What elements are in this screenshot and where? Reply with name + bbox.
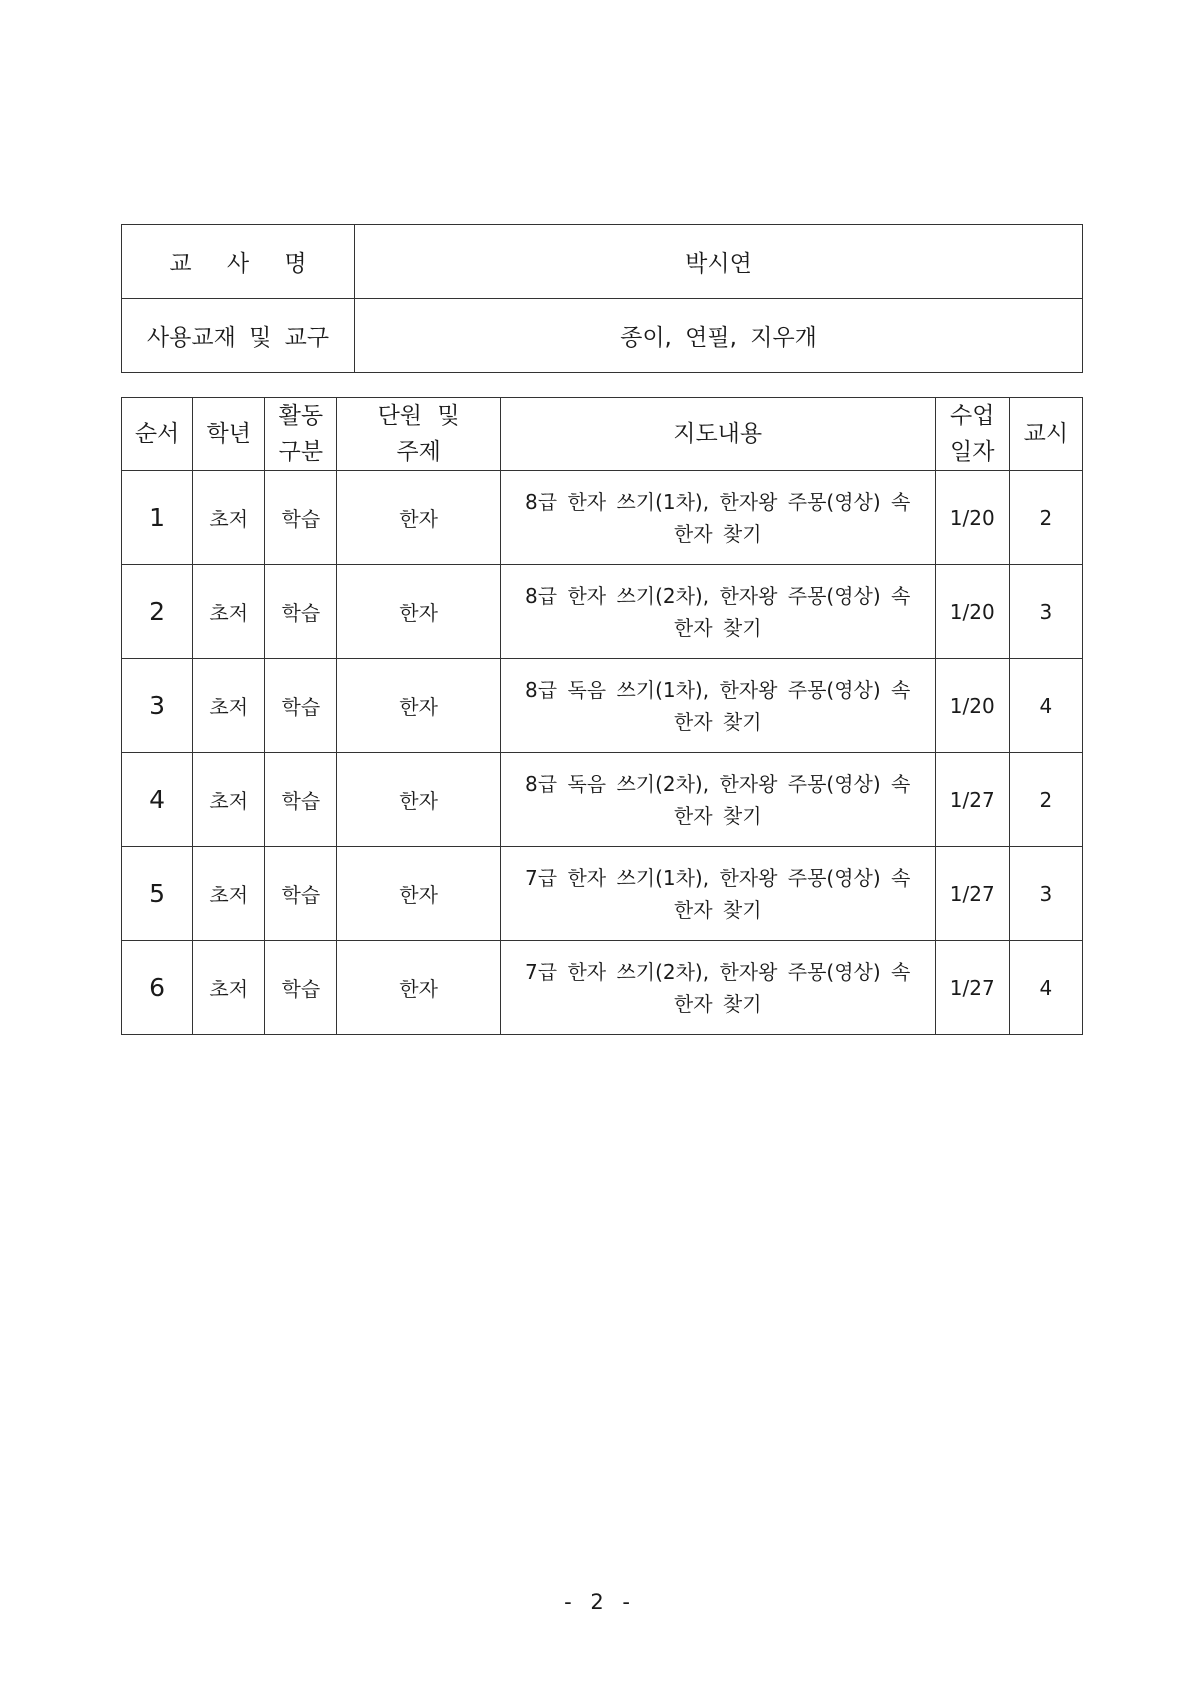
teacher-row xyxy=(122,225,1083,299)
row-content-line2: 한자 찾기 xyxy=(673,803,762,828)
row-content xyxy=(500,753,935,847)
table-row xyxy=(122,565,1083,659)
row-content-line1: 7급 한자 쓰기(2차), 한자왕 주몽(영상) 속 xyxy=(525,959,911,984)
teacher-label-text: 교 사 명 xyxy=(169,251,321,277)
header-content: 지도내용 xyxy=(500,398,935,471)
row-seq: 2 xyxy=(122,565,193,659)
row-grade: 초저 xyxy=(193,847,265,941)
header-activity-line1: 활동 xyxy=(278,403,324,429)
row-period: 2 xyxy=(1009,471,1082,565)
row-activity: 학습 xyxy=(265,941,337,1035)
row-activity: 학습 xyxy=(265,659,337,753)
header-period: 교시 xyxy=(1009,398,1082,471)
header-unit-line2: 주제 xyxy=(396,439,441,465)
header-date xyxy=(935,398,1009,471)
table-row xyxy=(122,659,1083,753)
table-row xyxy=(122,471,1083,565)
row-unit: 한자 xyxy=(337,565,500,659)
row-date: 1/20 xyxy=(935,659,1009,753)
table-row xyxy=(122,941,1083,1035)
header-unit xyxy=(337,398,500,471)
materials-value: 종이, 연필, 지우개 xyxy=(355,299,1083,373)
row-seq: 5 xyxy=(122,847,193,941)
header-date-line1: 수업 xyxy=(949,403,995,429)
teacher-value: 박시연 xyxy=(355,225,1083,299)
header-unit-line1: 단원 및 xyxy=(377,403,460,429)
materials-label: 사용교재 및 교구 xyxy=(122,299,355,373)
row-grade: 초저 xyxy=(193,753,265,847)
row-seq: 3 xyxy=(122,659,193,753)
row-content-line2: 한자 찾기 xyxy=(673,709,762,734)
row-date: 1/20 xyxy=(935,471,1009,565)
row-activity: 학습 xyxy=(265,847,337,941)
row-unit: 한자 xyxy=(337,847,500,941)
table-row xyxy=(122,753,1083,847)
row-date: 1/20 xyxy=(935,565,1009,659)
row-grade: 초저 xyxy=(193,659,265,753)
row-date: 1/27 xyxy=(935,753,1009,847)
row-period: 3 xyxy=(1009,847,1082,941)
row-seq: 4 xyxy=(122,753,193,847)
header-activity-line2: 구분 xyxy=(278,439,324,465)
row-period: 2 xyxy=(1009,753,1082,847)
row-date: 1/27 xyxy=(935,847,1009,941)
header-seq: 순서 xyxy=(122,398,193,471)
row-activity: 학습 xyxy=(265,471,337,565)
teacher-label xyxy=(122,225,355,299)
row-period: 3 xyxy=(1009,565,1082,659)
row-content xyxy=(500,659,935,753)
row-seq: 1 xyxy=(122,471,193,565)
row-period: 4 xyxy=(1009,659,1082,753)
row-grade: 초저 xyxy=(193,941,265,1035)
row-content-line1: 8급 독음 쓰기(2차), 한자왕 주몽(영상) 속 xyxy=(525,771,911,796)
table-row xyxy=(122,847,1083,941)
row-content-line2: 한자 찾기 xyxy=(673,521,762,546)
row-grade: 초저 xyxy=(193,565,265,659)
row-content-line1: 8급 독음 쓰기(1차), 한자왕 주몽(영상) 속 xyxy=(525,677,911,702)
teacher-info-table xyxy=(121,224,1083,373)
row-content-line1: 8급 한자 쓰기(1차), 한자왕 주몽(영상) 속 xyxy=(525,489,911,514)
row-content-line1: 7급 한자 쓰기(1차), 한자왕 주몽(영상) 속 xyxy=(525,865,911,890)
row-unit: 한자 xyxy=(337,941,500,1035)
header-activity xyxy=(265,398,337,471)
materials-row xyxy=(122,299,1083,373)
row-content xyxy=(500,565,935,659)
row-content xyxy=(500,471,935,565)
header-date-line2: 일자 xyxy=(949,439,995,465)
row-activity: 학습 xyxy=(265,753,337,847)
row-content xyxy=(500,941,935,1035)
header-row xyxy=(122,398,1083,471)
row-content xyxy=(500,847,935,941)
header-grade: 학년 xyxy=(193,398,265,471)
row-date: 1/27 xyxy=(935,941,1009,1035)
lesson-plan-table xyxy=(121,397,1083,1035)
page-number: - 2 - xyxy=(564,1590,636,1614)
row-content-line2: 한자 찾기 xyxy=(673,897,762,922)
row-content-line1: 8급 한자 쓰기(2차), 한자왕 주몽(영상) 속 xyxy=(525,583,911,608)
row-seq: 6 xyxy=(122,941,193,1035)
row-activity: 학습 xyxy=(265,565,337,659)
row-content-line2: 한자 찾기 xyxy=(673,615,762,640)
row-content-line2: 한자 찾기 xyxy=(673,991,762,1016)
row-unit: 한자 xyxy=(337,471,500,565)
row-grade: 초저 xyxy=(193,471,265,565)
row-period: 4 xyxy=(1009,941,1082,1035)
row-unit: 한자 xyxy=(337,753,500,847)
row-unit: 한자 xyxy=(337,659,500,753)
